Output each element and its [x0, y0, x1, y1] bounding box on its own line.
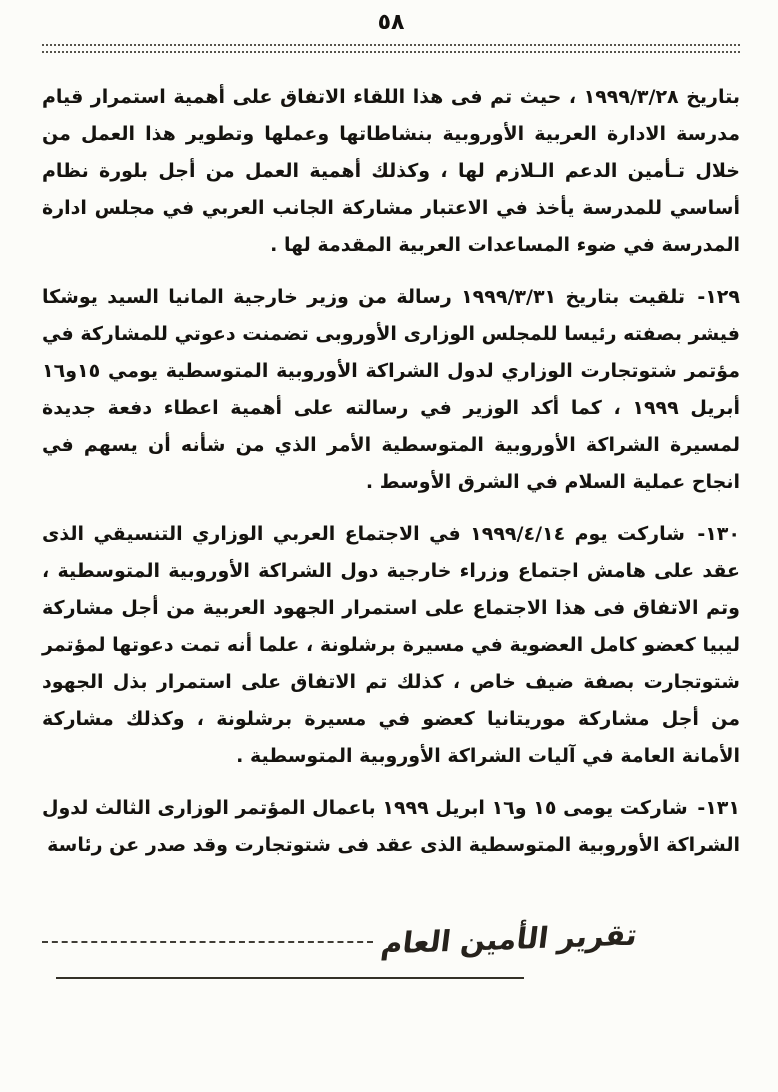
paragraph-text: تلقيت بتاريخ ١٩٩٩/٣/٣١ رسالة من وزير خارجية المانيا السيد يوشكا فيشر بصفته رئيسا للمجلس الوزارى الأوروبى تضمنت دعوتي للمشاركة في مؤتمر شتوتجارت الوزاري لدول الشراكة الأوروبية المتوسطية يومي ١٥و١٦ أبريل ١٩٩٩ ، كما أكد الوزير في رسالته على أهمية اعطاء دفعة جديدة لمسيرة الشراكة الأوروبية المتوسطية الأمر الذي من شأنه أن يسهم في انجاح عملية السلام في الشرق الأوسط .: [42, 286, 740, 493]
paragraph-number: ١٣١-: [697, 797, 740, 819]
signature-row: [42, 917, 740, 962]
paragraph-number: ١٣٠-: [697, 523, 740, 545]
paragraph-text: شاركت يومى ١٥ و١٦ ابريل ١٩٩٩ باعمال المؤتمر الوزارى الثالث لدول الشراكة الأوروبية المتوسطية الذى عقد فى شتوتجارت وقد صدر عن رئاسة: [42, 797, 740, 856]
dotted-separator: [42, 44, 740, 53]
paragraph-130: [42, 516, 740, 775]
paragraph-continuation: [42, 79, 740, 264]
page-number: ٥٨: [377, 10, 405, 35]
document-body: [42, 79, 740, 864]
paragraph-text: شاركت يوم ١٩٩٩/٤/١٤ في الاجتماع العربي الوزاري التنسيقي الذى عقد على هامش اجتماع وزراء خارجية دول الشراكة الأوروبية المتوسطية ، وتم الاتفاق فى هذا الاجتماع على استمرار الجهود العربية من أجل مشاركة ليبيا كعضو كامل العضوية في مسيرة برشلونة ، علما أنه تمت دعوتها لمؤتمر شتوتجارت بصفة ضيف خاص ، كذلك تم الاتفاق على استمرار بذل الجهود من أجل مشاركة موريتانيا كعضو في مسيرة برشلونة ، وكذلك مشاركة الأمانة العامة في آليات الشراكة الأوروبية المتوسطية .: [42, 523, 740, 767]
paragraph-text: بتاريخ ١٩٩٩/٣/٢٨ ، حيث تم فى هذا اللقاء الاتفاق على أهمية استمرار قيام مدرسة الادارة العربية الأوروبية بنشاطاتها وعملها وتطوير هذا العمل من خلال تـأمين الدعم الـلازم لها ، وكذلك أهمية العمل من أجل بلورة نظام أساسي للمدرسة يأخذ في الاعتبار مشاركة الجانب العربي في مجلس ادارة المدرسة في ضوء المساعدات العربية المقدمة لها .: [42, 86, 740, 256]
handwritten-signature: تقرير الأمين العام: [379, 917, 640, 961]
paragraph-131: [42, 790, 740, 864]
paragraph-129: [42, 279, 740, 501]
dashed-line: [42, 941, 373, 943]
page-footer: [42, 917, 740, 979]
solid-line: [56, 977, 524, 979]
paragraph-number: ١٢٩-: [697, 286, 740, 308]
